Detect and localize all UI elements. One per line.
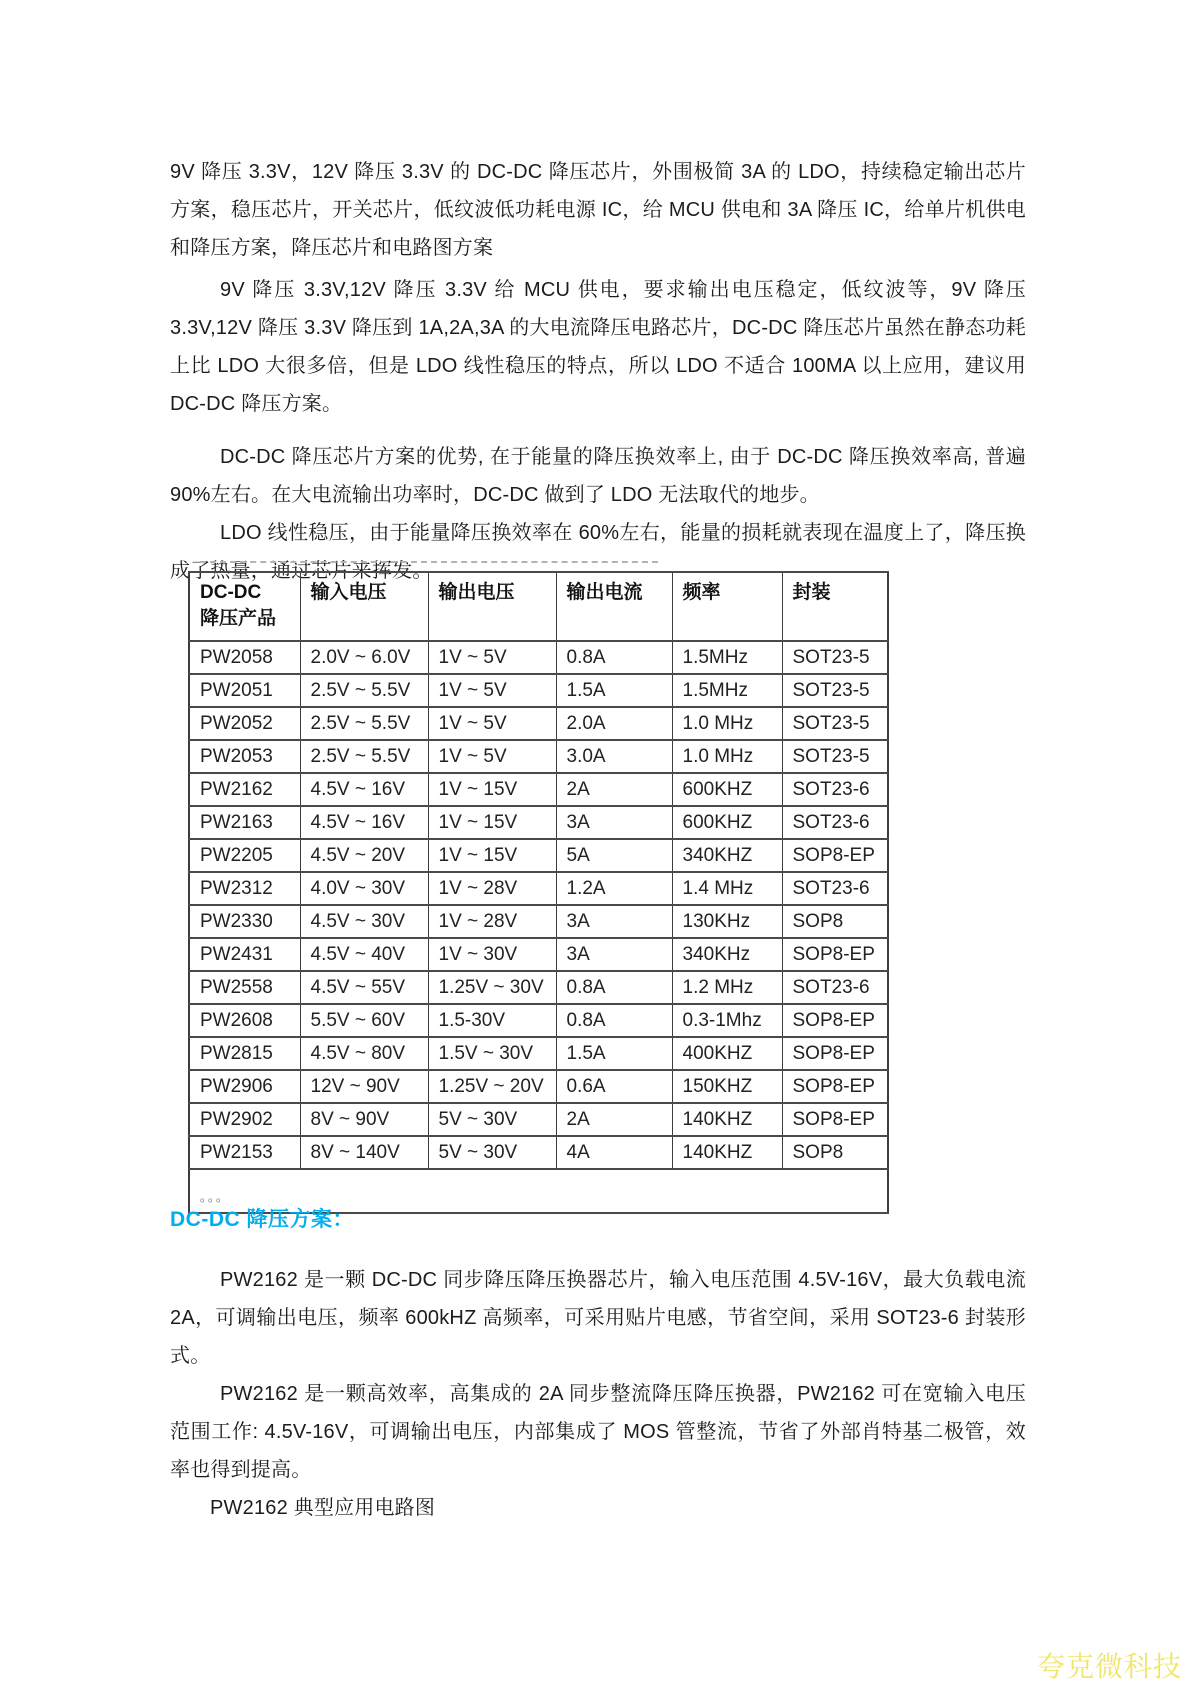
table-cell: 4.5V ~ 30V [300,905,428,938]
table-cell: 1.4 MHz [672,872,782,905]
table-cell: 140KHZ [672,1136,782,1169]
table-cell: 340KHz [672,938,782,971]
table-cell: 1V ~ 5V [428,707,556,740]
table-cell: 2.5V ~ 5.5V [300,674,428,707]
table-cell: 5.5V ~ 60V [300,1004,428,1037]
table-row [189,707,888,740]
table-row [189,674,888,707]
table-cell: 0.8A [556,971,672,1004]
table-cell: 8V ~ 140V [300,1136,428,1169]
column-header-product-line1: DC-DC [200,582,262,603]
table-cell: 4.5V ~ 16V [300,773,428,806]
table-row [189,641,888,674]
table-cell: 2.0A [556,707,672,740]
table-row [189,905,888,938]
table-row [189,1037,888,1070]
table-cell: 340KHZ [672,839,782,872]
table-cell: 1V ~ 15V [428,839,556,872]
table-cell: 1.0 MHz [672,707,782,740]
table-cell: 140KHZ [672,1103,782,1136]
table-row [189,806,888,839]
column-header-product [189,572,300,641]
table-cell: 1.2A [556,872,672,905]
table-cell: 1.2 MHz [672,971,782,1004]
pw2162-description-paragraph: PW2162 是一颗 DC-DC 同步降压降压换器芯片，输入电压范围 4.5V-16V，最大负载电流 2A，可调输出电压，频率 600kHZ 高频率，可采用贴片电感，节省空间，采用 SOT23-6 封装形式。 [170,1269,1026,1367]
column-header-package: 封装 [782,572,888,641]
table-cell: 0.8A [556,641,672,674]
table-cell: SOT23-5 [782,674,888,707]
table-cell: PW2815 [189,1037,300,1070]
table-cell: PW2163 [189,806,300,839]
column-header-output-current: 输出电流 [556,572,672,641]
table-cell: 1V ~ 5V [428,674,556,707]
table-cell: SOP8-EP [782,1004,888,1037]
table-cell: PW2330 [189,905,300,938]
table-header-row [189,572,888,641]
table-cell: 4.5V ~ 80V [300,1037,428,1070]
table-cell: 4.5V ~ 20V [300,839,428,872]
table-cell: PW2608 [189,1004,300,1037]
table-cell: 600KHZ [672,806,782,839]
table-cell: 4.5V ~ 55V [300,971,428,1004]
dcdc-product-table [188,571,889,1214]
watermark-brand: 夸克微科技 [1036,1651,1182,1682]
table-row [189,938,888,971]
table-row [189,1103,888,1136]
table-body [189,641,888,1169]
ldo-note-paragraph: LDO 线性稳压，由于能量降压换效率在 60%左右，能量的损耗就表现在温度上了，降压换成了热量，通过芯片来挥发。 [170,522,1026,582]
table-cell: 1V ~ 28V [428,872,556,905]
table-cell: 1.5MHz [672,674,782,707]
table-cell: 400KHZ [672,1037,782,1070]
table-cell: SOT23-6 [782,872,888,905]
table-cell: SOT23-6 [782,806,888,839]
table-cell: PW2205 [189,839,300,872]
pw2162-efficiency-paragraph: PW2162 是一颗高效率，高集成的 2A 同步整流降压降压换器，PW2162 可在宽输入电压范围工作: 4.5V-16V，可调输出电压，内部集成了 MOS 管整流，节省了外部肖特基二极管，效率也得到提高。 [170,1383,1026,1481]
table-cell: SOT23-5 [782,707,888,740]
table-cell: 12V ~ 90V [300,1070,428,1103]
table-cell: 1V ~ 15V [428,806,556,839]
table-cell: 1.5MHz [672,641,782,674]
table-cell: 1V ~ 30V [428,938,556,971]
table-cell: SOP8 [782,905,888,938]
table-cell: 4.5V ~ 16V [300,806,428,839]
requirement-paragraph: 9V 降压 3.3V,12V 降压 3.3V 给 MCU 供电，要求输出电压稳定，低纹波等，9V 降压 3.3V,12V 降压 3.3V 降压到 1A,2A,3A 的大电流降压电路芯片，DC-DC 降压芯片虽然在静态功耗上比 LDO 大很多倍，但是 LDO 线性稳压的特点，所以 LDO 不适合 100MA 以上应用，建议用 DC-DC 降压方案。 [170,279,1026,415]
pw2162-circuit-caption: PW2162 典型应用电路图 [210,1497,436,1519]
table-cell: 1V ~ 15V [428,773,556,806]
table-cell: SOT23-5 [782,740,888,773]
table-cell: PW2058 [189,641,300,674]
table-cell: PW2312 [189,872,300,905]
table-cell: 4.5V ~ 40V [300,938,428,971]
intro-paragraph: 9V 降压 3.3V，12V 降压 3.3V 的 DC-DC 降压芯片，外围极简 3A 的 LDO，持续稳定输出芯片方案，稳压芯片，开关芯片，低纹波低功耗电源 IC，给 MCU 供电和 3A 降压 IC，给单片机供电和降压方案，降压芯片和电路图方案 [170,161,1026,259]
column-header-output-voltage: 输出电压 [428,572,556,641]
table-cell: PW2902 [189,1103,300,1136]
table-cell: 2.0V ~ 6.0V [300,641,428,674]
table-cell: 1.5-30V [428,1004,556,1037]
table-row [189,971,888,1004]
table-cell: 5V ~ 30V [428,1136,556,1169]
table-cell: 2.5V ~ 5.5V [300,707,428,740]
table-cell: PW2558 [189,971,300,1004]
table-cell: 8V ~ 90V [300,1103,428,1136]
table-cell: SOP8-EP [782,1103,888,1136]
table-cell: 1V ~ 28V [428,905,556,938]
table-cell: PW2053 [189,740,300,773]
table-cell: 2A [556,773,672,806]
table-cell: PW2906 [189,1070,300,1103]
table-cell: SOP8-EP [782,1037,888,1070]
table-cell: SOP8-EP [782,938,888,971]
table-cell: 5V ~ 30V [428,1103,556,1136]
table-cell: 3A [556,905,672,938]
table-cell: 1.5A [556,674,672,707]
table-cell: 150KHZ [672,1070,782,1103]
table-cell: 4.0V ~ 30V [300,872,428,905]
table-cell: PW2052 [189,707,300,740]
column-header-frequency: 频率 [672,572,782,641]
table-cell: 3A [556,938,672,971]
table-cell: 0.6A [556,1070,672,1103]
table-cell: PW2162 [189,773,300,806]
table-cell: 1.0 MHz [672,740,782,773]
table-cell: SOP8-EP [782,1070,888,1103]
table-row [189,872,888,905]
table-cell: 1.5A [556,1037,672,1070]
table-cell: SOT23-6 [782,773,888,806]
table-cell: 1V ~ 5V [428,740,556,773]
table-cell: 0.8A [556,1004,672,1037]
table-cell: 2.5V ~ 5.5V [300,740,428,773]
table-row [189,1070,888,1103]
table-cell: 4A [556,1136,672,1169]
table-cell: 130KHz [672,905,782,938]
table-cell: PW2051 [189,674,300,707]
column-header-product-line2: 降压产品 [200,608,277,629]
table-cell: SOP8 [782,1136,888,1169]
table-row [189,1004,888,1037]
table-row [189,740,888,773]
table-cell: 1.25V ~ 30V [428,971,556,1004]
table-row [189,773,888,806]
table-cell: 3.0A [556,740,672,773]
dashed-divider [200,561,658,563]
table-cell: SOT23-5 [782,641,888,674]
table-row [189,839,888,872]
table-ellipsis-cell: 。。。 [189,1169,888,1213]
table-cell: 3A [556,806,672,839]
table-cell: SOT23-6 [782,971,888,1004]
table-cell: 0.3-1Mhz [672,1004,782,1037]
table-cell: PW2153 [189,1136,300,1169]
table-row [189,1136,888,1169]
table-cell: 1.5V ~ 30V [428,1037,556,1070]
table-cell: PW2431 [189,938,300,971]
table-cell: 2A [556,1103,672,1136]
table-cell: SOP8-EP [782,839,888,872]
table-cell: 600KHZ [672,773,782,806]
column-header-input-voltage: 输入电压 [300,572,428,641]
table-cell: 1.25V ~ 20V [428,1070,556,1103]
dcdc-advantage-paragraph: DC-DC 降压芯片方案的优势, 在于能量的降压换效率上, 由于 DC-DC 降压换效率高, 普遍 90%左右。在大电流输出功率时，DC-DC 做到了 LDO 无法取代的地步。 [170,446,1026,506]
section-heading-dcdc-solution: DC-DC 降压方案： [170,1208,354,1231]
table-cell: 5A [556,839,672,872]
table-cell: 1V ~ 5V [428,641,556,674]
